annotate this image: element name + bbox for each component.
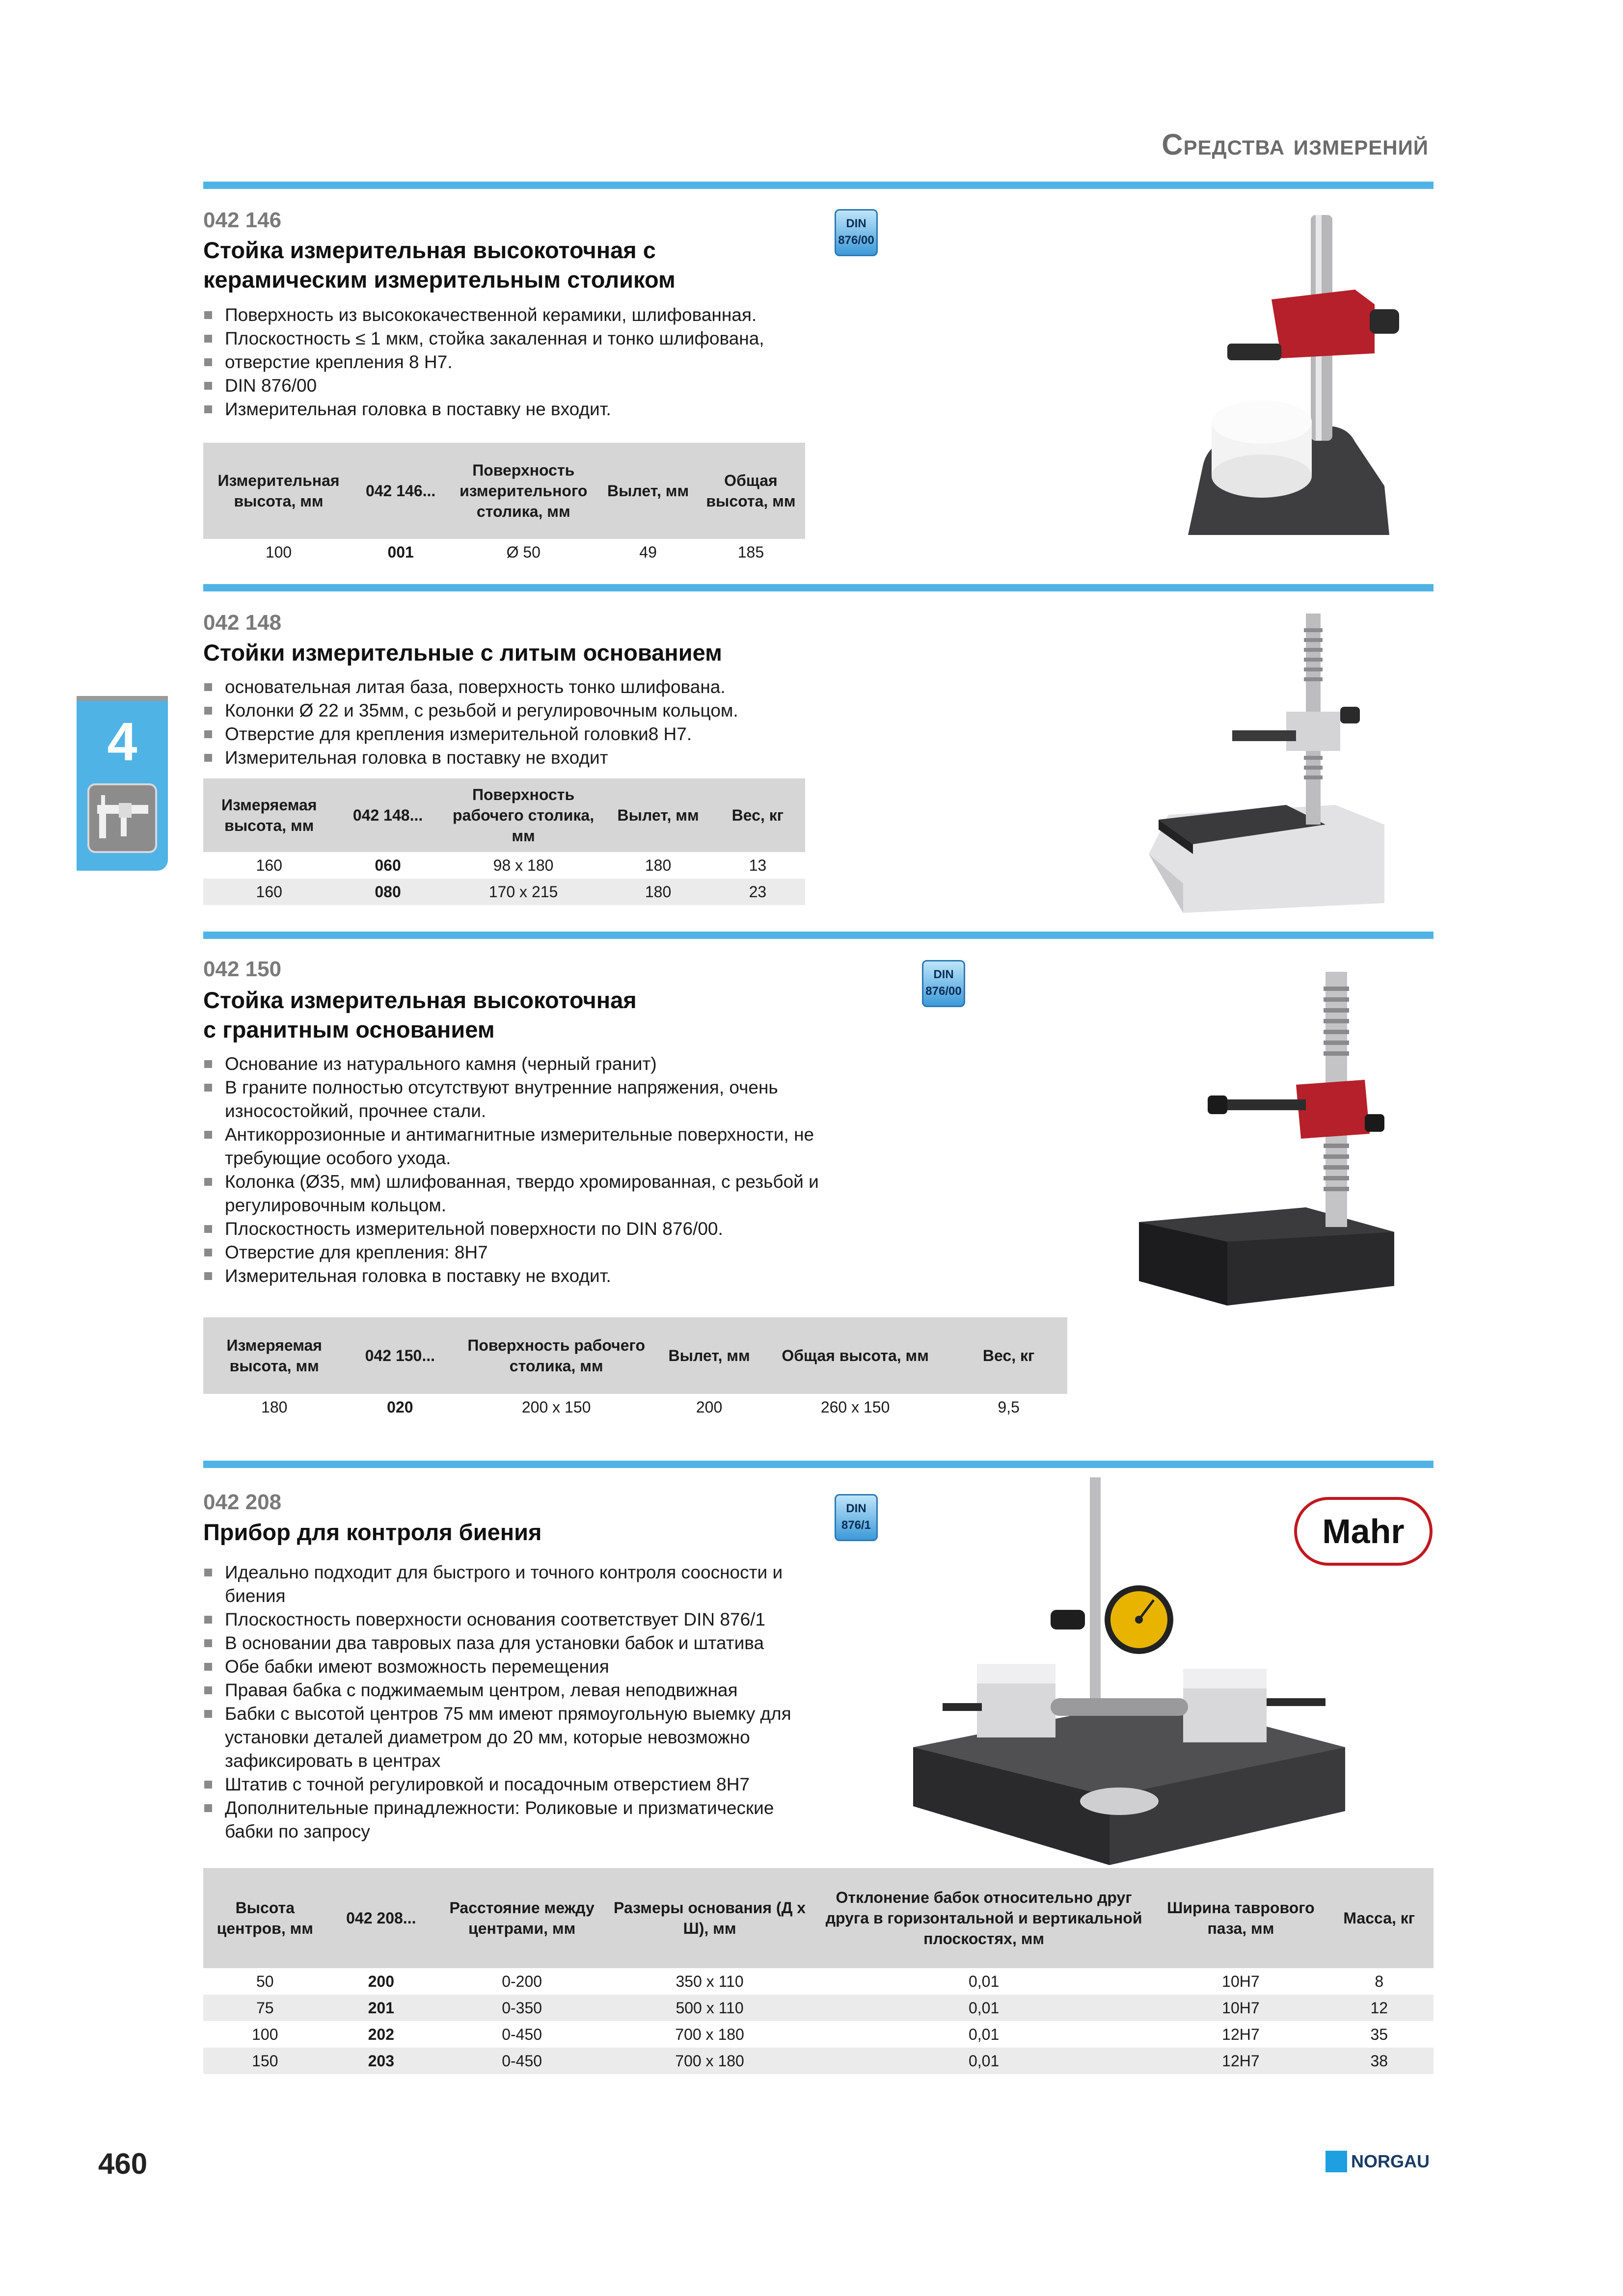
feature-item: Обе бабки имеют возможность перемещения [203,1655,817,1679]
product-title-line: Стойка измерительная высокоточная [203,987,637,1013]
product-code: 042 146 [203,208,282,232]
column-header: Расстояние между центрами, мм [435,1868,608,1968]
table-cell: 0,01 [968,2025,1000,2043]
table-cell: 10H7 [1222,1972,1260,1990]
din-label: DIN [933,968,954,981]
feature-item: В граните полностью отсутствуют внутренние напряжения, очень износостойкий, прочнее стали. [203,1076,861,1123]
product-title [203,986,891,1044]
column-header: Вес, кг [950,1317,1067,1394]
table-cell: 23 [710,879,805,905]
feature-list [203,675,891,770]
din-standard: 876/00 [838,234,874,247]
mahr-logo: Mahr [1294,1497,1433,1566]
table-row [203,852,805,879]
table-cell: 0-450 [435,2048,608,2074]
feature-list [203,1052,861,1288]
product-code: 042 208 [203,1490,282,1514]
section-rule [203,584,1434,591]
din-badge [835,1494,878,1541]
spec-table [203,1868,1434,2074]
feature-item: DIN 876/00 [203,374,841,398]
article-number: 202 [368,2025,394,2043]
table-cell: Ø 50 [506,543,541,561]
column-header: 042 208... [327,1868,435,1968]
feature-item: В основании два тавровых паза для установки бабок и штатива [203,1631,817,1655]
column-header: 042 146... [354,443,447,539]
column-header: Вес, кг [710,778,805,852]
table-cell: 180 [606,879,710,905]
feature-item: Идеально подходит для быстрого и точного контроля соосности и биения [203,1561,817,1608]
product-title [203,638,989,667]
column-header: Поверхность измерительного столика, мм [447,443,599,539]
spec-table [203,443,805,565]
table-cell: 13 [749,856,767,874]
table-cell: 0,01 [811,2048,1157,2074]
table-cell: 12H7 [1157,2048,1325,2074]
table-cell: 12H7 [1222,2025,1260,2043]
table-cell: 12 [1325,1995,1434,2021]
article-number: 200 [368,1972,394,1990]
table-row [203,2048,1434,2074]
table-row [203,1995,1434,2021]
product-title [203,1518,841,1547]
table-row [203,1394,1067,1420]
feature-item: Поверхность из высококачественной керамики, шлифованная. [203,303,841,327]
din-badge [835,209,878,256]
spec-table [203,1317,1067,1420]
norgau-square-icon [1325,2151,1347,2172]
column-header: 042 150... [345,1317,455,1394]
feature-item: Антикоррозионные и антимагнитные измерительные поверхности, не требующие особого ухода. [203,1123,861,1170]
column-header: Измерительная высота, мм [203,443,354,539]
feature-item: Плоскостность поверхности основания соответствует DIN 876/1 [203,1608,817,1631]
table-row [203,539,805,565]
column-header: Поверхность рабочего столика, мм [441,778,606,852]
table-cell: 180 [261,1398,288,1416]
table-cell: 150 [203,2048,327,2074]
table-cell: 75 [203,1995,327,2021]
section-rule [203,182,1434,189]
table-cell: 170 x 215 [441,879,606,905]
spec-table [203,778,805,905]
table-cell: 0,01 [968,1972,1000,1990]
column-header: Отклонение бабок относительно друг друга в горизонтальной и вертикальной плоскостях, мм [811,1868,1157,1968]
table-cell: 50 [256,1972,274,1990]
product-title-line: керамическим измерительным столиком [203,267,676,293]
product-title-line: Стойки измерительные с литым основанием [203,640,722,666]
table-cell: 8 [1375,1972,1384,1990]
section-rule [203,1461,1434,1468]
product-title-line: Прибор для контроля биения [203,1519,542,1545]
table-cell: 160 [203,879,335,905]
table-cell: 10H7 [1157,1995,1325,2021]
column-header: Размеры основания (Д х Ш), мм [608,1868,811,1968]
product-image-cast-stand [1139,609,1394,923]
feature-item: Бабки с высотой центров 75 мм имеют прямоугольную выемку для установки деталей диаметром до 20 мм, которые невозможно зафиксировать в центрах [203,1702,817,1773]
section-number: 4 [107,712,137,772]
product-title-line: с гранитным основанием [203,1016,495,1042]
article-number: 020 [387,1398,413,1416]
din-standard: 876/1 [841,1519,871,1532]
column-header: Вылет, мм [606,778,710,852]
table-cell: 500 x 110 [608,1995,811,2021]
article-number: 080 [335,879,440,905]
table-cell: 100 [265,543,292,561]
column-header: Масса, кг [1325,1868,1434,1968]
product-code: 042 150 [203,957,282,981]
article-number: 060 [375,856,401,874]
feature-item: Основание из натурального камня (черный гранит) [203,1052,861,1076]
column-header: Измеряемая высота, мм [203,1317,345,1394]
table-cell: 200 [696,1398,723,1416]
page-header: Средства измерений [1162,128,1429,161]
din-standard: 876/00 [925,985,962,998]
table-cell: 100 [252,2025,278,2043]
table-row [203,1968,1434,1995]
feature-item: Измерительная головка в поставку не входит. [203,398,841,421]
table-cell: 35 [1370,2025,1388,2043]
table-row [203,879,805,905]
column-header: Вылет, мм [658,1317,760,1394]
feature-item: Правая бабка с поджимаемым центром, левая неподвижная [203,1679,817,1702]
column-header: Общая высота, мм [697,443,805,539]
table-cell: 700 x 180 [608,2048,811,2074]
section-tab-divider [77,696,168,701]
section-rule [203,932,1434,939]
table-cell: 700 x 180 [675,2025,744,2043]
table-cell: 200 x 150 [521,1398,591,1416]
article-number: 001 [387,543,414,561]
column-header: Высота центров, мм [203,1868,327,1968]
product-image-runout-tester [903,1472,1355,1875]
feature-item: Дополнительные принадлежности: Роликовые и призматические бабки по запросу [203,1796,817,1843]
table-cell: 38 [1325,2048,1434,2074]
din-label: DIN [846,1502,866,1515]
table-cell: 0-450 [502,2025,542,2043]
table-cell: 260 x 150 [820,1398,890,1416]
column-header: 042 148... [335,778,440,852]
feature-item: Штатив с точной регулировкой и посадочным отверстием 8H7 [203,1773,817,1796]
table-cell: 180 [645,856,672,874]
feature-list [203,1561,817,1843]
column-header: Поверхность рабочего столика, мм [455,1317,658,1394]
feature-item: Плоскостность измерительной поверхности по DIN 876/00. [203,1217,861,1241]
din-badge [922,960,965,1007]
table-row [203,2021,1434,2048]
product-title-line: Стойка измерительная высокоточная с [203,237,656,263]
page-number: 460 [98,2147,148,2180]
column-header: Измеряемая высота, мм [203,778,335,852]
article-number: 201 [327,1995,435,2021]
caliper-icon [87,783,157,853]
table-cell: 350 x 110 [676,1972,744,1990]
din-label: DIN [846,217,866,230]
column-header: Общая высота, мм [760,1317,950,1394]
article-number: 203 [327,2048,435,2074]
product-title [203,236,841,294]
feature-item: Отверстие для крепления: 8H7 [203,1241,861,1264]
feature-item: основательная литая база, поверхность тонко шлифована. [203,675,891,699]
feature-item: Измерительная головка в поставку не входит. [203,1264,861,1288]
table-cell: 160 [256,856,282,874]
table-cell: 49 [639,543,657,561]
table-cell: 185 [737,543,764,561]
product-code: 042 148 [203,611,282,635]
feature-item: отверстие крепления 8 H7. [203,350,841,374]
norgau-wordmark: NORGAU [1351,2151,1430,2171]
feature-item: Колонка (Ø35, мм) шлифованная, твердо хромированная, с резьбой и регулировочным кольцом. [203,1170,861,1217]
table-cell: 0-350 [435,1995,608,2021]
norgau-logo [1325,2151,1430,2172]
column-header: Ширина таврового паза, мм [1157,1868,1325,1968]
table-cell: 0-200 [502,1972,542,1990]
column-header: Вылет, мм [599,443,697,539]
product-image-granite-stand [1129,967,1404,1320]
feature-item: Колонки Ø 22 и 35мм, с резьбой и регулировочным кольцом. [203,699,891,722]
product-image-ceramic-stand [1168,211,1424,555]
feature-list [203,303,841,421]
table-cell: 9,5 [998,1398,1020,1416]
feature-item: Отверстие для крепления измерительной головки8 H7. [203,722,891,746]
table-cell: 98 x 180 [493,856,554,874]
feature-item: Измерительная головка в поставку не входит [203,746,891,770]
feature-item: Плоскостность ≤ 1 мкм, стойка закаленная и тонко шлифована, [203,327,841,350]
table-cell: 0,01 [811,1995,1157,2021]
